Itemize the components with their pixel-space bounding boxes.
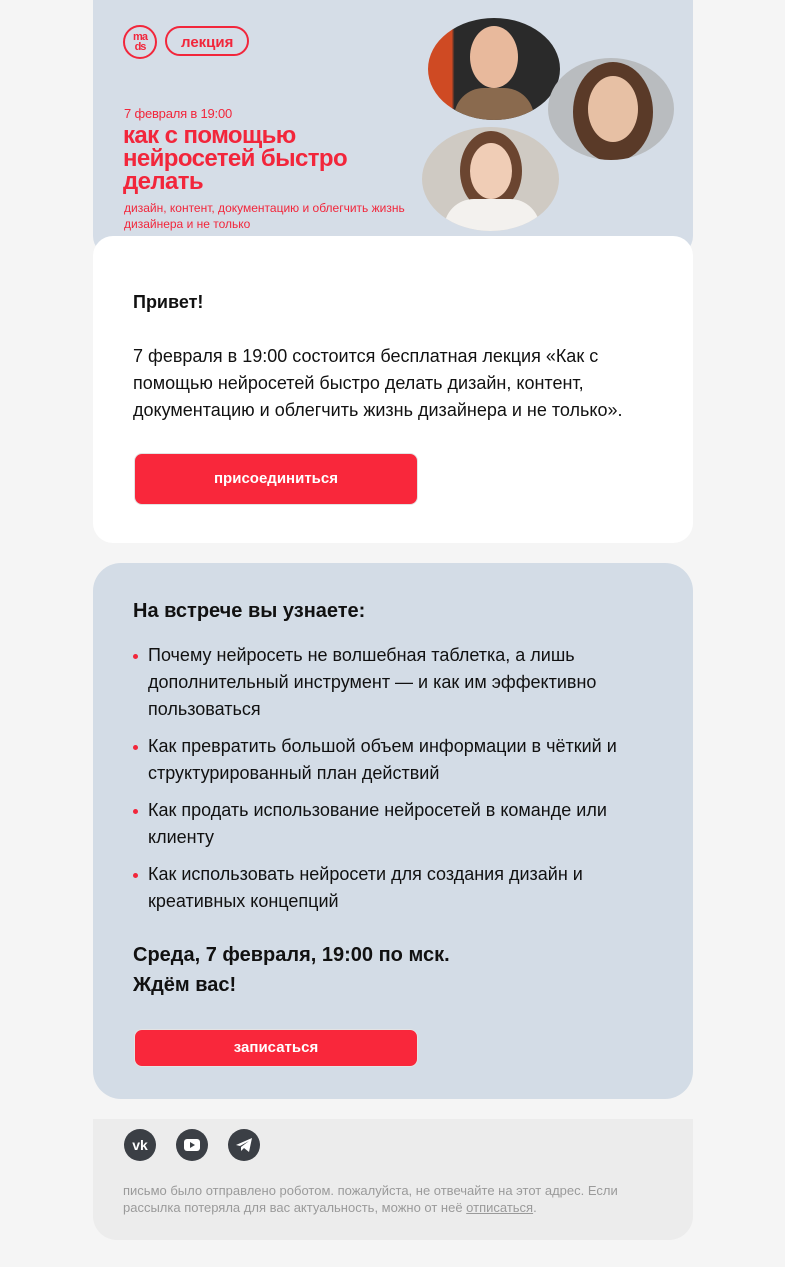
list-item: Как использовать нейросети для создания дизайн и креативных концепций bbox=[133, 861, 633, 915]
footer bbox=[93, 1119, 693, 1240]
list-item: Как продать использование нейросетей в команде или клиенту bbox=[133, 797, 633, 851]
youtube-icon[interactable] bbox=[176, 1129, 208, 1161]
learn-list bbox=[133, 642, 633, 925]
unsubscribe-link[interactable]: отписаться bbox=[466, 1200, 534, 1215]
lecture-badge: лекция bbox=[165, 26, 249, 56]
speaker-photo-girl bbox=[422, 127, 559, 231]
list-item: Как превратить большой объем информации в чёткий и структурированный план действий bbox=[133, 733, 633, 787]
telegram-icon[interactable] bbox=[228, 1129, 260, 1161]
speaker-photo-woman bbox=[548, 58, 674, 160]
intro-card bbox=[93, 236, 693, 543]
footer-note: письмо было отправлено роботом. пожалуйста, не отвечайте на этот адрес. Если рассылка потеряла для вас актуальность, можно от неё отписаться. bbox=[123, 1183, 618, 1215]
speaker-photo-man bbox=[428, 18, 560, 120]
wait-text: Ждём вас! bbox=[133, 974, 237, 996]
vk-icon[interactable]: vk bbox=[124, 1129, 156, 1161]
learn-title: На встрече вы узнаете: bbox=[133, 600, 366, 622]
event-date: Среда, 7 февраля, 19:00 по мск. bbox=[133, 944, 450, 966]
hero-title: как с помощью нейросетей быстро делать bbox=[123, 122, 348, 195]
join-button[interactable]: присоединиться bbox=[134, 453, 418, 505]
hero-date: 7 февраля в 19:00 bbox=[124, 106, 233, 121]
list-item: Почему нейросеть не волшебная таблетка, а лишь дополнительный инструмент — и как им эффективно пользоваться bbox=[133, 642, 633, 723]
hero-banner bbox=[93, 0, 693, 256]
event-time bbox=[133, 940, 450, 1000]
intro-text: 7 февраля в 19:00 состоится бесплатная лекция «Как с помощью нейросетей быстро делать дизайн, контент, документацию и облегчить жизнь дизайнера и не только». bbox=[133, 346, 623, 420]
hero-subtitle: дизайн, контент, документацию и облегчить жизнь дизайнера и не только bbox=[124, 201, 405, 231]
mads-logo: ma ds bbox=[123, 25, 157, 59]
greeting: Привет! bbox=[133, 292, 204, 312]
learn-card bbox=[93, 563, 693, 1099]
signup-button[interactable]: записаться bbox=[134, 1029, 418, 1067]
